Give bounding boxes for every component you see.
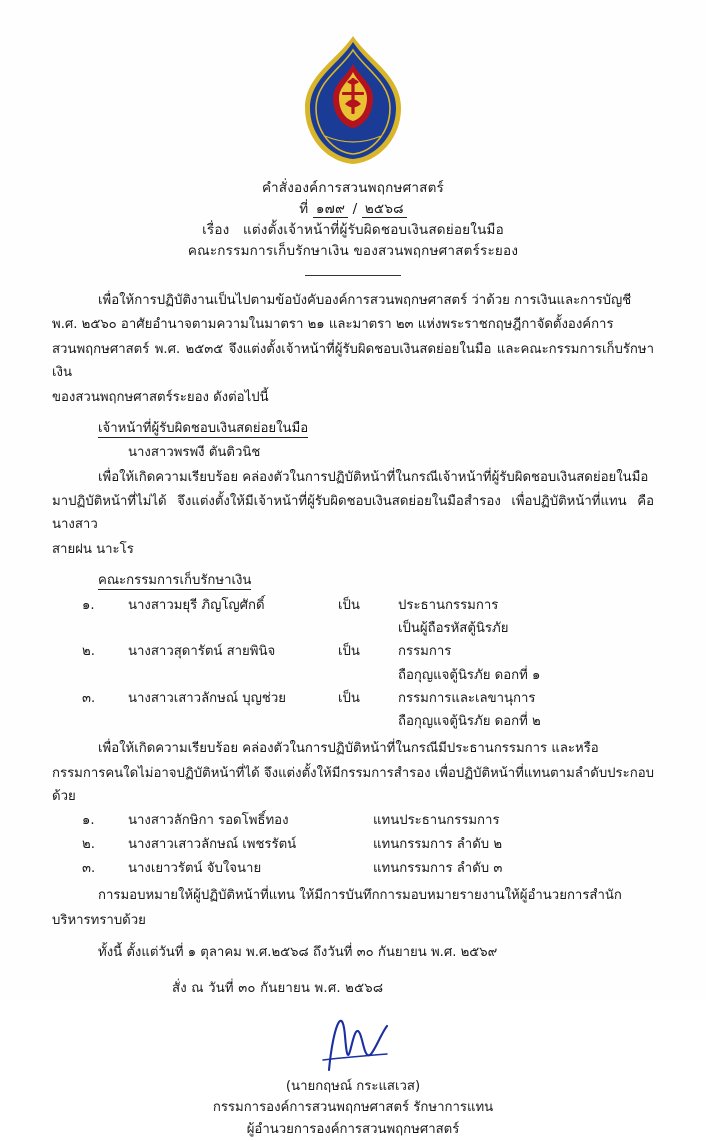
document-title: คำสั่งองค์การสวนพฤกษศาสตร์	[262, 180, 444, 196]
preamble-line-4: ของสวนพฤกษศาสตร์ระยอง ดังต่อไปนี้	[52, 389, 269, 405]
table-row	[52, 688, 654, 711]
table-row	[52, 858, 654, 882]
cash-officer-note-line-3: สายฝน นาะโร	[52, 541, 134, 557]
order-number-line	[52, 199, 654, 220]
table-row	[52, 641, 654, 664]
order-year: ๒๕๖๘	[362, 201, 407, 218]
member-number: ๓.	[82, 690, 96, 706]
subject-label: เรื่อง	[202, 221, 230, 238]
member-role-sub: ถือกุญแจตู้นิรภัย ดอกที่ ๑	[398, 667, 541, 683]
preamble-line-3: สวนพฤกษศาสตร์ พ.ศ. ๒๕๓๕ จึงแต่งตั้งเจ้าหน้าที่ผู้รับผิดชอบเงินสดย่อยในมือ และคณะกรรมการเก็บรักษาเงิน	[52, 342, 654, 380]
cash-officer-note-line-1: เพื่อให้เกิดความเรียบร้อย คล่องตัวในการปฏิบัติหน้าที่ในกรณีเจ้าหน้าที่ผู้รับผิดชอบเงินสดย่อยในมือ	[98, 469, 649, 485]
subject-text: แต่งตั้งเจ้าหน้าที่ผู้รับผิดชอบเงินสดย่อยในมือ	[242, 221, 504, 238]
member-pen-label: เป็น	[338, 644, 360, 660]
signature-area	[52, 1014, 654, 1080]
preamble-line-1: เพื่อให้การปฏิบัติงานเป็นไปตามข้อบังคับองค์การสวนพฤกษศาสตร์ ว่าด้วย การเงินและการบัญชี	[98, 292, 632, 308]
assignment-note-line-2: บริหารทราบด้วย	[52, 913, 146, 929]
signatory-position-line-2: ผู้อำนวยการองค์การสวนพฤกษศาสตร์	[246, 1122, 460, 1138]
committee-members-table	[52, 595, 654, 734]
signature-block	[52, 1076, 654, 1141]
substitute-name: นางเยาวรัตน์ จับใจนาย	[128, 860, 262, 876]
member-number: ๒.	[82, 644, 95, 660]
effective-period: ทั้งนี้ ตั้งแต่วันที่ ๑ ตุลาคม พ.ศ.๒๕๖๘ ถึงวันที่ ๓๐ กันยายน พ.ศ. ๒๕๖๙	[98, 944, 498, 960]
table-row	[52, 665, 654, 688]
member-role-sub: เป็นผู้ถือรหัสตู้นิรภัย	[398, 621, 509, 637]
document-body	[52, 290, 654, 1141]
substitute-number: ๓.	[82, 860, 96, 876]
assignment-note-line-1: การมอบหมายให้ผู้ปฏิบัติหน้าที่แทน ให้มีการบันทึกการมอบหมายรายงานให้ผู้อำนวยการสำนัก	[98, 888, 622, 904]
order-number-prefix: ที่	[299, 200, 309, 217]
ordered-on-date: สั่ง ณ วันที่ ๓๐ กันยายน พ.ศ. ๒๕๖๘	[172, 980, 384, 996]
section-heading-committee-text: คณะกรรมการเก็บรักษาเงิน	[98, 573, 252, 589]
cash-officer-name: นางสาวพรพงี ตันติวนิช	[128, 444, 261, 460]
member-role: กรรมการ	[398, 644, 452, 660]
preamble-line-2: พ.ศ. ๒๕๖๐ อาศัยอำนาจตามความในมาตรา ๒๑ และมาตรา ๒๓ แห่งพระราชกฤษฎีกาจัดตั้งองค์การ	[52, 317, 614, 333]
member-pen-label: เป็น	[338, 690, 360, 706]
table-row	[52, 834, 654, 858]
signatory-name: (นายกฤษณ์ กระแสเวส)	[285, 1078, 421, 1094]
member-name: นางสาวสุดารัตน์ สายพินิจ	[128, 644, 276, 660]
member-name: นางสาวเสาวลักษณ์ บุญช่วย	[128, 690, 286, 706]
section-heading-cash-officer-text: เจ้าหน้าที่ผู้รับผิดชอบเงินสดย่อยในมือ	[98, 421, 309, 437]
member-role: ประธานกรรมการ	[398, 598, 499, 614]
emblem-container	[52, 0, 654, 166]
member-pen-label: เป็น	[338, 598, 360, 614]
header-divider	[305, 275, 401, 276]
substitutes-intro-line-1: เพื่อให้เกิดความเรียบร้อย คล่องตัวในการปฏิบัติหน้าที่ในกรณีมีประธานกรรมการ และหรือ	[98, 741, 599, 757]
substitutes-intro-line-2: กรรมการคนใดไม่อาจปฏิบัติหน้าที่ได้ จึงแต่งตั้งให้มีกรรมการสำรอง เพื่อปฏิบัติหน้าที่แทนตามลำดับประกอบด้วย	[52, 765, 654, 804]
table-row	[52, 711, 654, 734]
table-row	[52, 618, 654, 641]
document-header	[52, 178, 654, 276]
subject-line	[52, 220, 654, 241]
member-role: กรรมการและเลขานุการ	[398, 690, 536, 706]
substitute-number: ๑.	[82, 813, 95, 829]
section-heading-cash-officer	[52, 418, 654, 441]
signatory-position-line-1: กรรมการองค์การสวนพฤกษศาสตร์ รักษาการแทน	[212, 1100, 494, 1116]
member-number: ๑.	[82, 598, 95, 614]
table-row	[52, 810, 654, 834]
cash-officer-note-line-2: มาปฏิบัติหน้าที่ไม่ได้ จึงแต่งตั้งให้มีเจ้าหน้าที่ผู้รับผิดชอบเงินสดย่อยในมือสำรอง เพื่อปฏิบัติหน้าที่แทน คือ นางสาว	[52, 494, 654, 533]
substitute-name: นางสาวเสาวลักษณ์ เพชรรัตน์	[128, 836, 297, 852]
handwritten-signature	[283, 1014, 423, 1076]
substitute-name: นางสาวลักษิกา รอดโพธิ์ทอง	[128, 813, 289, 829]
order-number-separator: /	[352, 200, 358, 217]
table-row	[52, 595, 654, 618]
substitute-role: แทนกรรมการ ลำดับ ๒	[373, 836, 503, 852]
section-heading-committee	[52, 570, 654, 593]
substitutes-table	[52, 810, 654, 881]
substitute-role: แทนประธานกรรมการ	[373, 813, 500, 829]
substitute-role: แทนกรรมการ ลำดับ ๓	[373, 860, 503, 876]
committee-subtitle: คณะกรรมการเก็บรักษาเงิน ของสวนพฤกษศาสตร์ระยอง	[187, 242, 519, 259]
member-role-sub: ถือกุญแจตู้นิรภัย ดอกที่ ๒	[398, 713, 541, 729]
member-name: นางสาวมยุรี ภิญโญศักดิ์	[128, 598, 265, 614]
order-number: ๑๗๙	[313, 201, 348, 218]
substitute-number: ๒.	[82, 836, 95, 852]
botanical-garden-organization-emblem	[289, 34, 417, 166]
